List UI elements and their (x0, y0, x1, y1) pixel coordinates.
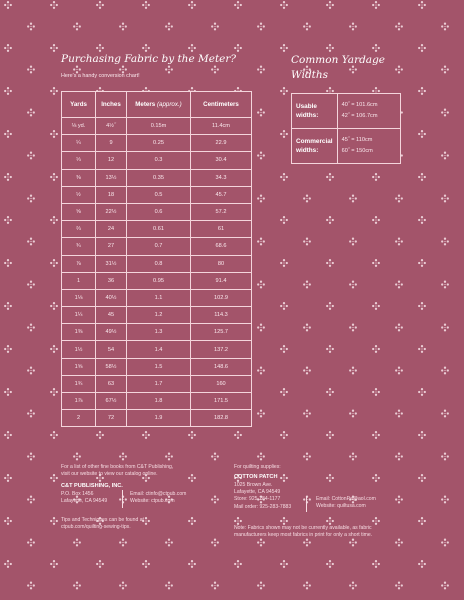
centimeters-cell: 34.3 (191, 169, 252, 186)
shop-address (234, 482, 291, 511)
shop-email[interactable]: Email: CottonPa@aol.com (316, 496, 376, 502)
conversion-table (61, 91, 252, 427)
commercial-row (292, 129, 401, 164)
meters-cell: 1.5 (127, 358, 191, 375)
footer-divider-left (122, 490, 123, 508)
tips-text (61, 517, 144, 531)
meters-cell: 1.4 (127, 341, 191, 358)
meters-header-note: (approx.) (156, 101, 182, 108)
yards-cell: ⅛ yd. (62, 118, 96, 135)
inches-cell: 13½ (96, 169, 127, 186)
meters-cell: 0.7 (127, 238, 191, 255)
publisher-name: C&T PUBLISHING, INC. (61, 483, 123, 489)
conversion-row (62, 393, 252, 410)
yards-cell: ⅜ (62, 169, 96, 186)
meters-cell: 1.9 (127, 410, 191, 427)
centimeters-cell: 125.7 (191, 324, 252, 341)
inches-cell: 36 (96, 272, 127, 289)
publisher-email[interactable]: Email: ctinfo@ctpub.com (130, 491, 187, 497)
yards-cell: 2 (62, 410, 96, 427)
inches-cell: 22½ (96, 203, 127, 220)
shop-street: 1025 Brown Ave. (234, 482, 273, 488)
yards-cell: 1 (62, 272, 96, 289)
yards-header: Yards (62, 92, 96, 118)
centimeters-cell: 160 (191, 375, 252, 392)
centimeters-cell: 45.7 (191, 186, 252, 203)
inches-cell: 4½˝ (96, 118, 127, 135)
publisher-website[interactable]: Website: ctpub.com (130, 498, 175, 505)
tips-line-1: Tips and Techniques can be found at (61, 517, 144, 523)
widths-table (291, 93, 401, 164)
meters-cell: 0.15m (127, 118, 191, 135)
commercial-line-1: 45˝ = 110cm (341, 137, 373, 143)
shop-mail-phone: Mail order: 925-283-7883 (234, 503, 292, 510)
shop-city: Lafayette, CA 94549 (234, 489, 281, 496)
usable-label: Usable widths: (292, 94, 338, 129)
fabric-note (234, 525, 372, 539)
yards-cell: ⅔ (62, 221, 96, 238)
centimeters-cell: 91.4 (191, 272, 252, 289)
inches-cell: 27 (96, 238, 127, 255)
centimeters-cell: 80 (191, 255, 252, 272)
meters-cell: 0.95 (127, 272, 191, 289)
conversion-row (62, 324, 252, 341)
meters-cell: 0.35 (127, 169, 191, 186)
usable-line-2: 42˝ = 106.7cm (341, 113, 378, 119)
centimeters-cell: 22.9 (191, 135, 252, 152)
conversion-row (62, 272, 252, 289)
conversion-row (62, 152, 252, 169)
meters-cell: 1.8 (127, 393, 191, 410)
centimeters-cell: 57.2 (191, 203, 252, 220)
conversion-row (62, 358, 252, 375)
shop-name: COTTON PATCH (234, 474, 278, 480)
inches-cell: 18 (96, 186, 127, 203)
inches-cell: 67½ (96, 393, 127, 410)
yards-cell: 1¼ (62, 307, 96, 324)
centimeters-cell: 30.4 (191, 152, 252, 169)
widths-title: Common Yardage Widths (291, 54, 386, 81)
yards-cell: ⅝ (62, 203, 96, 220)
meters-cell: 0.25 (127, 135, 191, 152)
inches-cell: 24 (96, 221, 127, 238)
yards-cell: 1⅞ (62, 393, 96, 410)
inches-cell: 54 (96, 341, 127, 358)
inches-cell: 58½ (96, 358, 127, 375)
footer-intro-line-1: For a list of other fine books from C&T Publishing, (61, 464, 174, 470)
yards-cell: ⅞ (62, 255, 96, 272)
conversion-row (62, 255, 252, 272)
centimeters-cell: 114.3 (191, 307, 252, 324)
commercial-values (337, 129, 400, 164)
conversion-body (62, 118, 252, 427)
shop-store-phone: Store: 925-284-1177 (234, 496, 281, 503)
yards-cell: 1½ (62, 341, 96, 358)
shop-website[interactable]: Website: quiltusa.com (316, 503, 366, 510)
meters-cell: 0.6 (127, 203, 191, 220)
meters-cell: 0.5 (127, 186, 191, 203)
conversion-row (62, 186, 252, 203)
conversion-row (62, 289, 252, 306)
meters-cell: 0.3 (127, 152, 191, 169)
meters-cell: 0.8 (127, 255, 191, 272)
conversion-row (62, 410, 252, 427)
meters-cell: 0.61 (127, 221, 191, 238)
conversion-header-row (62, 92, 252, 118)
conversion-row (62, 169, 252, 186)
yards-cell: ¾ (62, 238, 96, 255)
publisher-box: P.O. Box 1456 (61, 491, 94, 497)
inches-cell: 45 (96, 307, 127, 324)
yards-cell: ⅓ (62, 152, 96, 169)
conversion-row (62, 135, 252, 152)
fabric-note-line-2: manufacturers keep most fabrics in print for only a short time. (234, 532, 373, 539)
publisher-address (61, 491, 107, 505)
centimeters-cell: 61 (191, 221, 252, 238)
centimeters-cell: 171.5 (191, 393, 252, 410)
yards-cell: 1⅛ (62, 289, 96, 306)
meters-header (127, 92, 191, 118)
yards-cell: ½ (62, 186, 96, 203)
inches-cell: 31½ (96, 255, 127, 272)
conversion-row (62, 375, 252, 392)
commercial-line-2: 60˝ = 150cm (341, 148, 373, 154)
centimeters-header: Centimeters (191, 92, 252, 118)
usable-values (337, 94, 400, 129)
inches-cell: 9 (96, 135, 127, 152)
shop-contact (316, 496, 376, 510)
footer-divider-right (306, 496, 307, 512)
publisher-city: Lafayette, CA 94549 (61, 498, 108, 505)
commercial-label: Commercial widths: (292, 129, 338, 164)
centimeters-cell: 102.9 (191, 289, 252, 306)
meters-cell: 1.7 (127, 375, 191, 392)
conversion-row (62, 118, 252, 135)
usable-row (292, 94, 401, 129)
supplies-intro: For quilting supplies: (234, 464, 281, 470)
tips-line-2[interactable]: ctpub.com/quilting-sewing-tips. (61, 524, 131, 531)
meters-header-label: Meters (135, 101, 156, 108)
publisher-contact (130, 491, 186, 505)
footer-intro-line-2: visit our website to view our catalog online. (61, 471, 158, 478)
conversion-row (62, 203, 252, 220)
fabric-note-line-1: Note: Fabrics shown may not be currently available, as fabric (234, 525, 372, 531)
conversion-row (62, 238, 252, 255)
centimeters-cell: 148.6 (191, 358, 252, 375)
inches-cell: 72 (96, 410, 127, 427)
conversion-title: Purchasing Fabric by the Meter? (61, 53, 237, 65)
meters-cell: 1.3 (127, 324, 191, 341)
yards-cell: 1¾ (62, 375, 96, 392)
conversion-subtitle: Here's a handy conversion chart! (61, 73, 140, 79)
centimeters-cell: 11.4cm (191, 118, 252, 135)
meters-cell: 1.2 (127, 307, 191, 324)
conversion-row (62, 307, 252, 324)
footer-intro (61, 464, 173, 478)
inches-cell: 40½ (96, 289, 127, 306)
centimeters-cell: 182.8 (191, 410, 252, 427)
conversion-row (62, 341, 252, 358)
inches-cell: 63 (96, 375, 127, 392)
centimeters-cell: 68.6 (191, 238, 252, 255)
yards-cell: 1⅝ (62, 358, 96, 375)
inches-cell: 12 (96, 152, 127, 169)
meters-cell: 1.1 (127, 289, 191, 306)
inches-header: Inches (96, 92, 127, 118)
yards-cell: ¼ (62, 135, 96, 152)
inches-cell: 49½ (96, 324, 127, 341)
conversion-row (62, 221, 252, 238)
centimeters-cell: 137.2 (191, 341, 252, 358)
usable-line-1: 40˝ = 101.6cm (341, 102, 378, 108)
yards-cell: 1⅜ (62, 324, 96, 341)
